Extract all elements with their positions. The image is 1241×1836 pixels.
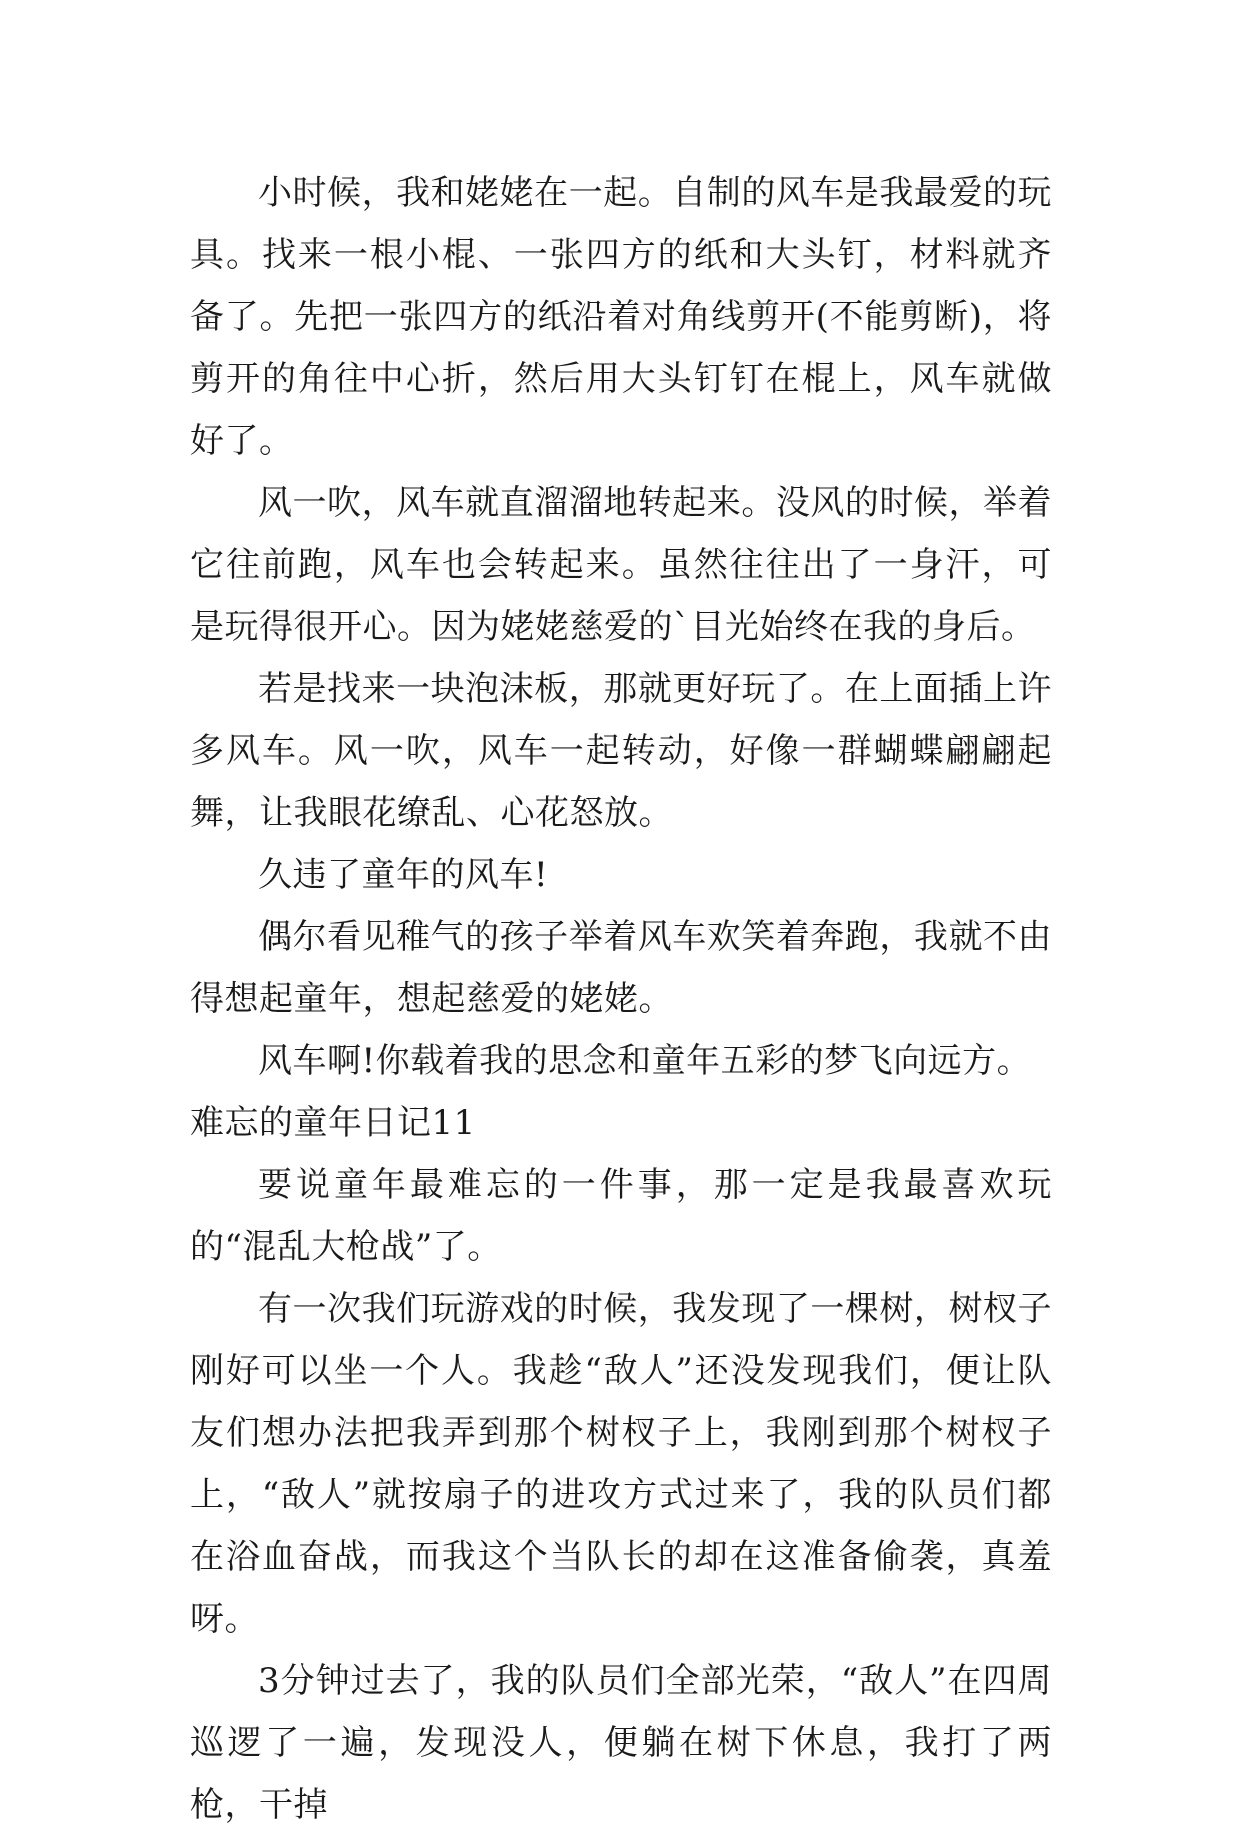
paragraph: 若是找来一块泡沫板，那就更好玩了。在上面插上许多风车。风一吹，风车一起转动，好像一群蝴蝶翩翩起舞，让我眼花缭乱、心花怒放。 — [190, 669, 1052, 833]
paragraph: 3分钟过去了，我的队员们全部光荣，“敌人”在四周巡逻了一遍，发现没人，便躺在树下休息，我打了两枪，干掉 — [190, 1661, 1052, 1825]
paragraph: 风车啊!你载着我的思念和童年五彩的梦飞向远方。 — [258, 1041, 1032, 1081]
paragraph: 偶尔看见稚气的孩子举着风车欢笑着奔跑，我就不由得想起童年，想起慈爱的姥姥。 — [190, 917, 1052, 1019]
paragraph: 风一吹，风车就直溜溜地转起来。没风的时候，举着它往前跑，风车也会转起来。虽然往往出了一身汗，可是玩得很开心。因为姥姥慈爱的`目光始终在我的身后。 — [190, 483, 1052, 647]
document-body — [190, 162, 1052, 1836]
paragraph: 久违了童年的风车! — [258, 855, 549, 895]
section-heading: 难忘的童年日记11 — [190, 1103, 476, 1143]
paragraph: 小时候，我和姥姥在一起。自制的风车是我最爱的玩具。找来一根小棍、一张四方的纸和大头钉，材料就齐备了。先把一张四方的纸沿着对角线剪开(不能剪断)，将剪开的角往中心折，然后用大头钉钉在棍上，风车就做好了。 — [190, 173, 1052, 461]
paragraph: 有一次我们玩游戏的时候，我发现了一棵树，树杈子刚好可以坐一个人。我趁“敌人”还没发现我们，便让队友们想办法把我弄到那个树杈子上，我刚到那个树杈子上，“敌人”就按扇子的进攻方式过来了，我的队员们都在浴血奋战，而我这个当队长的却在这准备偷袭，真羞呀。 — [190, 1289, 1052, 1639]
paragraph: 要说童年最难忘的一件事，那一定是我最喜欢玩的“混乱大枪战”了。 — [190, 1165, 1052, 1267]
